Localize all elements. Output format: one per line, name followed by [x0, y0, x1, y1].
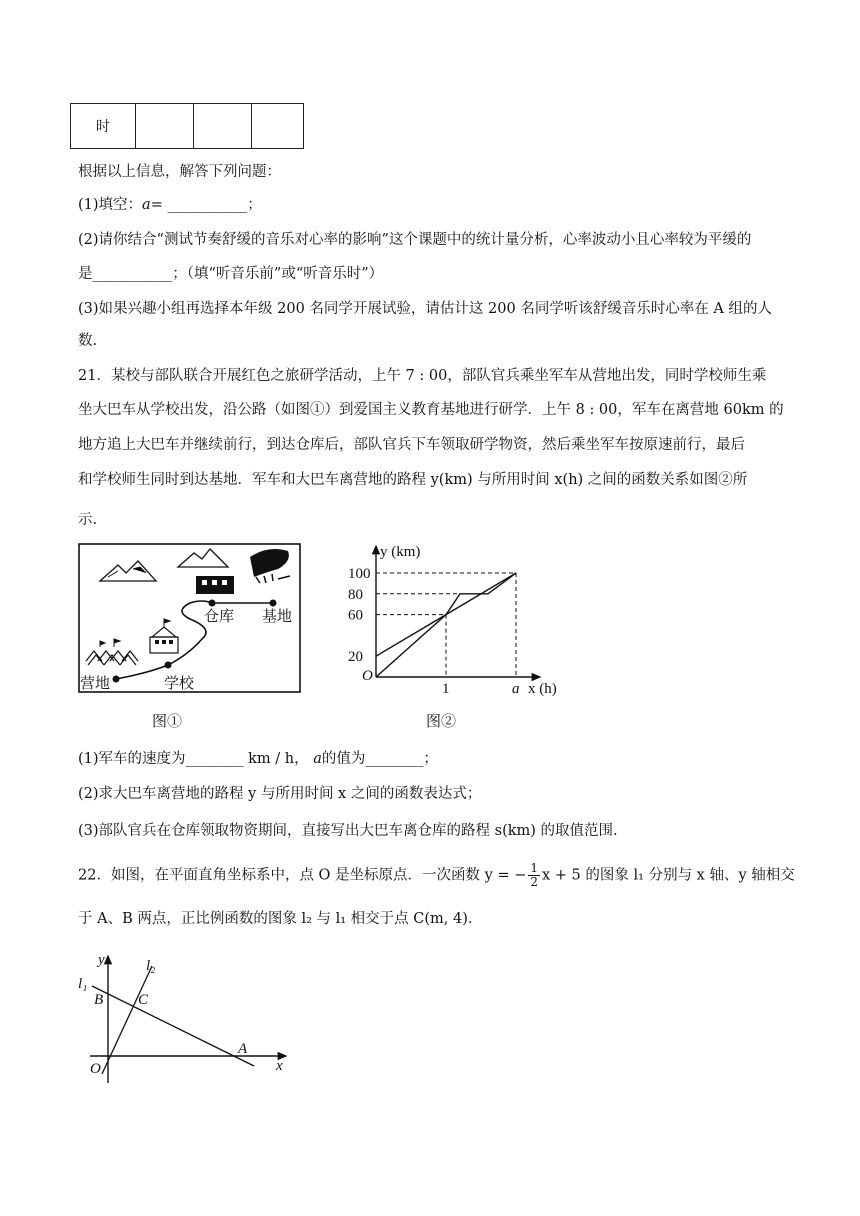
fraction: $\frac{1}{2}$	[530, 861, 539, 889]
table-label-cell	[70, 103, 136, 149]
origin-label: O	[362, 668, 373, 684]
table-cell	[193, 103, 252, 149]
label-y: y	[98, 952, 105, 968]
q20-part3-line2: 数.	[78, 333, 98, 349]
figure2-caption: 图②	[426, 712, 457, 730]
q21-sub3: (3)部队官兵在仓库领取物资期间，直接写出大巴车离仓库的路程 s(km) 的取值范围.	[78, 823, 618, 839]
school-point	[165, 662, 172, 669]
y-tick-label: 80	[348, 586, 363, 603]
q20-part2-line2: 是___________；（填“听音乐前”或“听音乐时”）	[78, 266, 384, 282]
q21-sub1: (1)军车的速度为________ km / h， a的值为________；	[78, 751, 438, 767]
q21-line4: 和学校师生同时到达基地．军车和大巴车离营地的路程 y(km) 与所用时间 x(h) 之间的函数关系如图②所	[78, 472, 748, 488]
label-l2: l₂	[146, 958, 156, 974]
distance-time-chart	[340, 538, 565, 703]
label-x: x	[276, 1058, 283, 1074]
warehouse-point	[209, 600, 216, 607]
label-A: A	[238, 1041, 248, 1057]
warehouse-icon	[196, 576, 234, 594]
x-axis-label: x (h)	[528, 681, 557, 697]
coordinate-figure	[72, 950, 297, 1085]
label-base: 基地	[262, 609, 293, 625]
label-warehouse: 仓库	[204, 609, 235, 625]
q20-part2-line1: (2)请你结合“测试节奏舒缓的音乐对心率的影响”这个课题中的统计量分析，心率波动小且心率较为平缓的	[78, 232, 752, 248]
q21-line1: 21．某校与部队联合开展红色之旅研学活动，上午 7 : 00，部队官兵乘坐军车从营地出发，同时学校师生乘	[78, 368, 767, 384]
table-cell	[135, 103, 194, 149]
base-point	[270, 600, 277, 607]
x-tick-label: 1	[442, 681, 450, 697]
label-school: 学校	[164, 676, 195, 692]
q21-line2: 坐大巴车从学校出发，沿公路（如图①）到爱国主义教育基地进行研学．上午 8 : 00，军车在离营地 60km 的	[78, 402, 784, 418]
label-camp: 营地	[80, 676, 111, 692]
q22-line2: 于 A、B 两点，正比例函数的图象 l₂ 与 l₁ 相交于点 C(m, 4)．	[78, 911, 483, 927]
intro-text: 根据以上信息，解答下列问题：	[78, 164, 281, 180]
x-tick-label: a	[512, 681, 520, 697]
camp-point	[113, 676, 120, 683]
q22-line1: 22．如图，在平面直角坐标系中，点 O 是坐标原点．一次函数 y = − $\frac{1}{2}$ x + 5 的图象 l₁ 分别与 x 轴、y 轴相交	[78, 861, 795, 889]
table-label: 时	[96, 119, 110, 135]
q21-line3: 地方追上大巴车并继续前行，到达仓库后，部队官兵下车领取研学物资，然后乘坐军车按原速前行，最后	[78, 437, 745, 453]
table-cell	[251, 103, 304, 149]
figure1-caption: 图①	[152, 712, 183, 730]
label-B: B	[94, 992, 104, 1008]
q21-sub2: (2)求大巴车离营地的路程 y 与所用时间 x 之间的函数表达式；	[78, 786, 482, 802]
y-axis-label: y (km)	[380, 544, 421, 560]
line-l2	[102, 966, 152, 1074]
line-l1	[92, 986, 254, 1066]
q20-part1: (1)填空：a= ___________；	[78, 197, 262, 213]
y-tick-label: 20	[348, 649, 363, 666]
q21-line5: 示.	[78, 512, 98, 528]
q20-part3-line1: (3)如果兴趣小组再选择本年级 200 名同学开展试验，请估计这 200 名同学听该舒缓音乐时心率在 A 组的人	[78, 301, 773, 317]
y-tick-label: 100	[348, 566, 371, 582]
route-map-figure	[78, 543, 303, 695]
y-tick-label: 60	[348, 607, 363, 624]
label-O: O	[90, 1061, 101, 1077]
label-C: C	[138, 992, 149, 1008]
label-l1: l₁	[78, 976, 88, 992]
